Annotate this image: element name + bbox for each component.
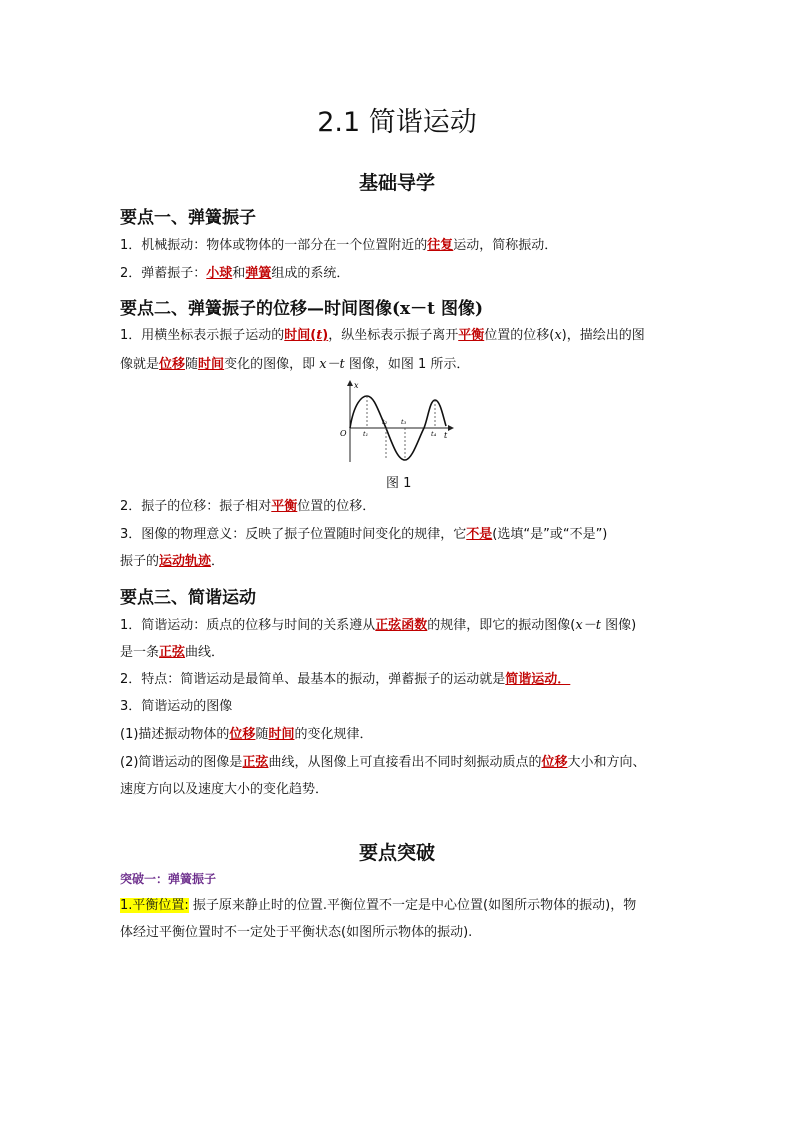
answer-blank: 平衡 [271, 499, 298, 514]
point3-line-6: (2)简谐运动的图像是正弦曲线，从图像上可直接看出不同时刻振动质点的位移大小和方向、 [120, 755, 646, 770]
answer-blank: 不是 [466, 527, 493, 542]
answer-blank: 时间 [268, 727, 295, 742]
tick-label-t3: t₃ [401, 418, 407, 426]
answer-blank: 往复 [427, 238, 454, 253]
point2-line-4: 3．图像的物理意义：反映了振子位置随时间变化的规律，它不是(选填“是”或“不是”) [120, 527, 608, 542]
breakthrough-line-1: 1.平衡位置: 振子原来静止时的位置.平衡位置不一定是中心位置(如图所示物体的振动)，物 [120, 898, 637, 913]
answer-blank: 正弦 [159, 645, 186, 660]
heading-point-2: 要点二、弹簧振子的位移—时间图像(x－t 图像) [120, 299, 483, 319]
point3-line-3: 2．特点：简谐运动是最简单、最基本的振动，弹蓄振子的运动就是简谐运动． [120, 672, 571, 687]
heading-point-3: 要点三、简谐运动 [120, 588, 256, 608]
axis-label-t: t [444, 431, 448, 440]
answer-blank: 位移 [541, 755, 568, 770]
point2-line-2: 像就是位移随时间变化的图像，即 x－t 图像，如图 1 所示． [120, 357, 470, 372]
breakthrough-line-2: 体经过平衡位置时不一定处于平衡状态(如图所示物体的振动). [120, 925, 473, 940]
point3-line-1: 1．简谐运动：质点的位移与时间的关系遵从正弦函数的规律，即它的振动图像(x－t 图像) [120, 618, 637, 633]
breakthrough-label: 突破一：弹簧振子 [120, 872, 217, 886]
point3-line-7: 速度方向以及速度大小的变化趋势． [120, 782, 329, 797]
xt-graph-figure [340, 378, 455, 466]
tick-label-t2: t₂ [382, 418, 388, 426]
figure-caption: 图 1 [386, 476, 412, 491]
answer-blank: 正弦函数 [375, 618, 428, 633]
page-title: 2.1 简谐运动 [317, 107, 477, 138]
point2-line-3: 2．振子的位移：振子相对平衡位置的位移． [120, 499, 376, 514]
tick-label-t4: t₄ [431, 430, 437, 438]
answer-blank: 弹簧 [245, 266, 272, 281]
point1-line-1: 1．机械振动：物体或物体的一部分在一个位置附近的往复运动，简称振动． [120, 238, 558, 253]
axis-label-x: x [354, 381, 359, 390]
point2-line-5: 振子的运动轨迹． [120, 554, 225, 569]
answer-blank: 时间(t) [284, 328, 329, 343]
highlighted-term: 1.平衡位置: [120, 898, 189, 913]
answer-blank: 简谐运动． [505, 672, 571, 687]
origin-label: O [340, 429, 347, 438]
answer-blank: 时间 [198, 357, 225, 372]
point3-line-5: (1)描述振动物体的位移随时间的变化规律． [120, 727, 373, 742]
answer-blank: 位移 [159, 357, 186, 372]
section-title-breakthrough: 要点突破 [358, 842, 435, 864]
answer-blank: 正弦 [242, 755, 269, 770]
point3-line-4: 3．简谐运动的图像 [120, 699, 233, 714]
answer-blank: 运动轨迹 [159, 554, 212, 569]
answer-blank: 平衡 [458, 328, 485, 343]
point1-line-2: 2．弹蓄振子：小球和弹簧组成的系统． [120, 266, 350, 281]
point3-line-2: 是一条正弦曲线． [120, 645, 225, 660]
tick-label-t1: t₁ [363, 430, 369, 438]
heading-point-1: 要点一、弹簧振子 [120, 208, 256, 228]
section-title-basics: 基础导学 [358, 172, 435, 194]
answer-blank: 位移 [229, 727, 256, 742]
point2-line-1: 1．用横坐标表示振子运动的时间(t)，纵坐标表示振子离开平衡位置的位移(x)，描绘出的图 [120, 328, 645, 343]
answer-blank: 小球 [206, 266, 233, 281]
